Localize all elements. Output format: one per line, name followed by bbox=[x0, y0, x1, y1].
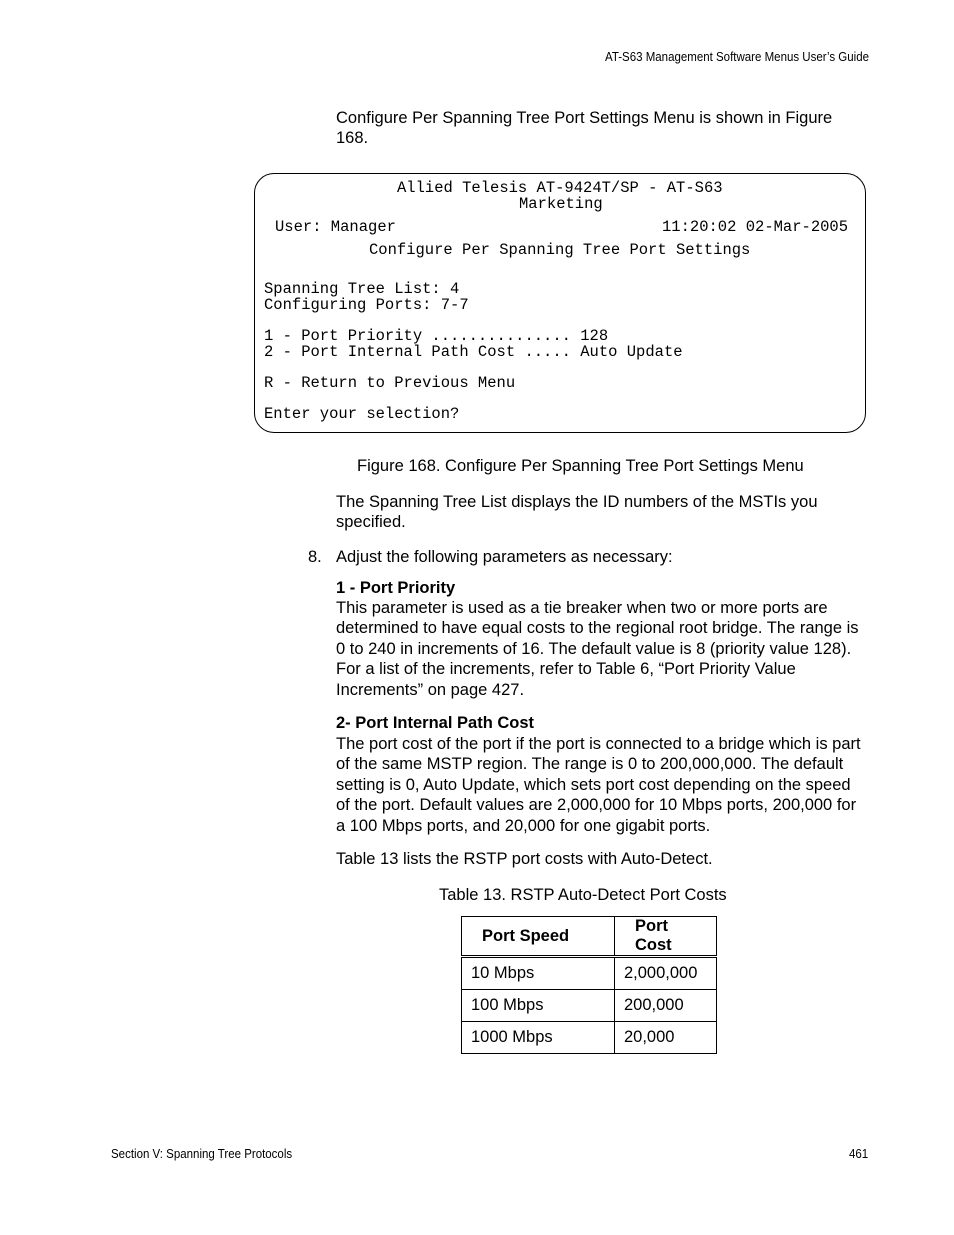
terminal-datetime: 11:20:02 02-Mar-2005 bbox=[662, 218, 849, 236]
header-port-speed: Port Speed bbox=[462, 917, 615, 957]
table-row bbox=[462, 957, 717, 990]
step-number: 8. bbox=[308, 548, 322, 566]
terminal-prompt: Enter your selection? bbox=[264, 405, 460, 423]
param-path-cost-text: The port cost of the port if the port is connected to a bridge which is part of the same MSTP region. The range is 0 to 200,000,000. The default setting is 0, Auto Update, which sets port cost depending on the speed of the port. Default values are 2,000,000 for 10 Mbps ports, 200,000 for a 100 Mbps ports, and 20,000 for one gigabit ports. bbox=[336, 735, 861, 835]
port-cost-cell: 2,000,000 bbox=[615, 957, 717, 990]
terminal-option-path-cost: 2 - Port Internal Path Cost ..... Auto Update bbox=[264, 343, 683, 361]
table-row bbox=[462, 990, 717, 1022]
terminal-configuring-ports: Configuring Ports: 7-7 bbox=[264, 296, 469, 314]
terminal-tree-list: Spanning Tree List: 4 bbox=[264, 280, 460, 298]
running-header: AT-S63 Management Software Menus User’s Guide bbox=[605, 50, 869, 64]
port-costs-table bbox=[461, 916, 717, 1054]
terminal-location-line: Marketing bbox=[519, 195, 603, 213]
terminal-option-return: R - Return to Previous Menu bbox=[264, 374, 516, 392]
step-text: Adjust the following parameters as necessary: bbox=[336, 548, 673, 566]
tree-list-paragraph: The Spanning Tree List displays the ID numbers of the MSTIs you specified. bbox=[336, 493, 818, 532]
header-port-cost: Port Cost bbox=[615, 917, 717, 957]
terminal-company-line: Allied Telesis AT-9424T/SP - AT-S63 bbox=[397, 179, 723, 197]
param-port-priority-heading: 1 - Port Priority bbox=[336, 579, 456, 597]
terminal-user-line: User: Manager bbox=[275, 218, 396, 236]
terminal-menu-title: Configure Per Spanning Tree Port Settings bbox=[369, 241, 751, 259]
terminal-option-port-priority: 1 - Port Priority ............... 128 bbox=[264, 327, 609, 345]
footer-section: Section V: Spanning Tree Protocols bbox=[111, 1147, 293, 1161]
table-caption: Table 13. RSTP Auto-Detect Port Costs bbox=[439, 886, 727, 904]
port-speed-cell: 1000 Mbps bbox=[462, 1022, 615, 1054]
footer-page-number: 461 bbox=[849, 1147, 869, 1161]
port-speed-cell: 10 Mbps bbox=[462, 957, 615, 990]
port-cost-cell: 20,000 bbox=[615, 1022, 717, 1054]
table-intro: Table 13 lists the RSTP port costs with Auto-Detect. bbox=[336, 850, 713, 868]
param-path-cost-heading: 2- Port Internal Path Cost bbox=[336, 714, 535, 732]
table-row bbox=[462, 1022, 717, 1054]
intro-paragraph: Configure Per Spanning Tree Port Settings Menu is shown in Figure 168. bbox=[336, 109, 833, 148]
table-header-row bbox=[462, 917, 717, 957]
figure-caption: Figure 168. Configure Per Spanning Tree Port Settings Menu bbox=[357, 457, 804, 475]
port-cost-cell: 200,000 bbox=[615, 990, 717, 1022]
port-speed-cell: 100 Mbps bbox=[462, 990, 615, 1022]
param-port-priority-text: This parameter is used as a tie breaker when two or more ports are determined to have equal costs to the regional root bridge. The range is 0 to 240 in increments of 16. The default value is 8 (priority value 128). For a list of the increments, refer to Table 6, “Port Priority Value Increments” on page 427. bbox=[336, 599, 859, 699]
